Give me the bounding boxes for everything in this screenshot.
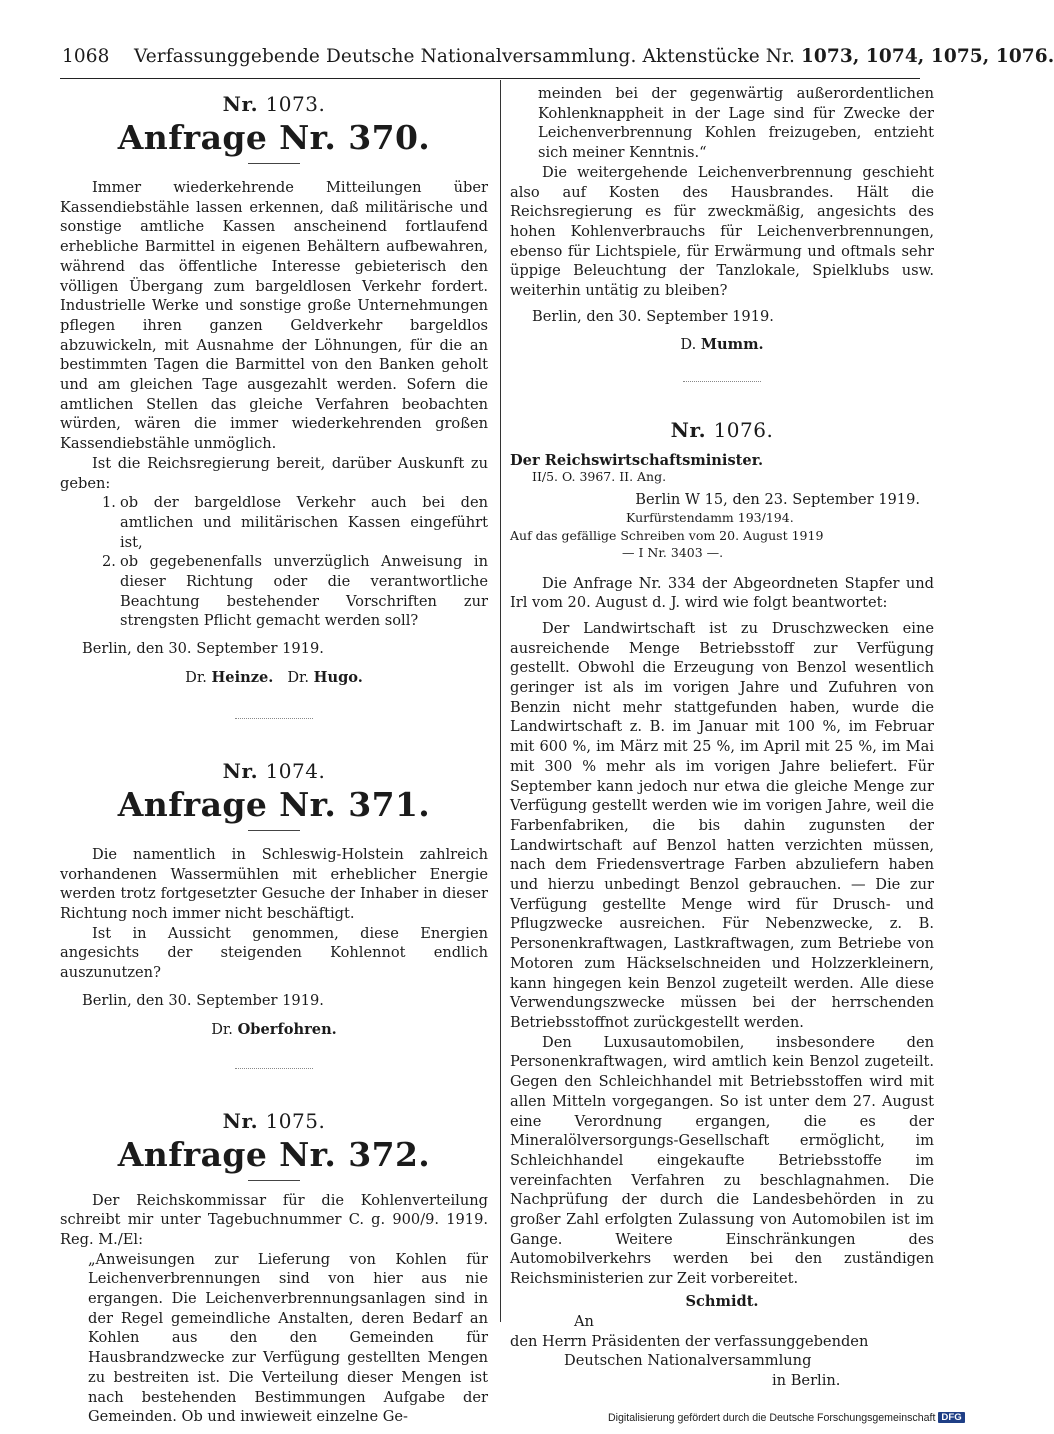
header-rule [60,78,920,79]
document-number [60,759,488,783]
signer-name: Schmidt. [685,1292,759,1310]
signatures [510,336,934,353]
running-title [134,46,1054,67]
nr-label: Nr. [670,418,707,443]
heading-rule [248,1180,300,1181]
dateline: Berlin, den 30. September 1919. [532,307,774,325]
footer [608,1412,988,1424]
footer-text: Digitalisierung gefördert durch die Deutsche Forschungsgemeinschaft [608,1412,936,1424]
heading-rule [248,163,300,164]
document-1076 [510,418,934,1390]
addressee-line: in Berlin. [772,1371,841,1389]
question-list [60,493,488,631]
signatures [510,1293,934,1310]
addressee-an: An [574,1312,594,1330]
list-number: 1. [102,494,116,512]
signer-title: Dr. [287,668,310,686]
addressee-line: den Herrn Präsidenten der verfassunggebenden [510,1332,869,1350]
anfrage-heading: Anfrage Nr. 372. [117,1134,431,1174]
page-header [62,44,1054,74]
nr-label: Nr. [222,1108,259,1133]
signatures [60,669,488,686]
signer-name: Hugo. [313,668,363,686]
heading-rule [248,830,300,831]
body-paragraph: Ist die Reichsregierung bereit, darüber Auskunft zu geben: [60,454,488,492]
list-text: ob der bargeldlose Verkehr auch bei den amtlichen und militärischen Kassen eingeführt ist, [120,494,488,551]
signer-name: Mumm. [700,336,764,354]
nr-label: Nr. [222,92,259,116]
document-number [60,1109,488,1133]
column-divider [500,80,501,1322]
signer-title: Dr. [185,668,207,686]
signatures [60,1021,488,1038]
dateline: Berlin, den 30. September 1919. [82,991,324,1009]
section-separator [235,1068,313,1069]
office-address: Kurfürstendamm 193/194. [626,509,794,525]
quoted-letter: „Anweisungen zur Lieferung von Kohlen für Leichenverbrennungen sind von hier aus nie ergangen. Die Leichenverbrennungsanlagen sind in der Regel gemeindliche Anstalten, deren Bedarf an Kohlen aus den den Gemeinden für Hausbrandzwecke zur Verfügung gestellten Mengen zu bestreiten ist. Die Verteilung dieser Mengen ist nach bestehenden Bestimmungen Aufgabe der Gemeinden. Ob und inwieweit einzelne Ge- [88,1250,488,1426]
running-title-text: Verfassunggebende Deutsche Nationalversammlung. Aktenstücke Nr. [134,46,795,67]
body-paragraph: Ist in Aussicht genommen, diese Energien angesichts der steigenden Kohlennot endlich auszunutzen? [60,924,488,982]
signer-name: Heinze. [211,668,274,686]
document-1075 [60,1109,488,1427]
section-separator [235,718,313,719]
section-separator [683,381,761,382]
body-paragraph: Die namentlich in Schleswig-Holstein zahlreich vorhandenen Wassermühlen mit erheblicher Energie werden trotz fortgesetzter Gesuche der Inhaber in dieser Richtung noch immer nicht beschäftigt. [60,845,488,922]
body-paragraph: Der Landwirtschaft ist zu Druschzwecken eine ausreichende Menge Betriebsstoff zur Verfügung gestellt. Obwohl die Erzeugung von Benzol wesentlich geringer ist als im vorigen Jahre und Zufuhren von Benzin nicht mehr stattgefunden haben, wurde die Landwirtschaft z. B. im Januar mit 100 %, im Februar mit 600 %, im März mit 25 %, im April mit 25 %, im Mai mit 300 % mehr als im vorigen Jahre beliefert. Für September kann jedoch nur etwa die gleiche Menge zur Verfügung gestellt werden wie im vorigen Jahre, weil die Farbenfabriken, die bis dahin zugunsten der Landwirtschaft auf Benzol hatten verzichten müssen, nach dem Friedensvertrage Farben abzuliefern haben und hierzu unbedingt Benzol gebrauchen. — Die zur Verfügung gestellte Menge wird für Drusch- und Pflugzwecke ausreichen. Für Nebenzwecke, z. B. Personenkraftwagen, Lastkraftwagen, zum Betriebe von Motoren zum Häckselschneiden und Holzzerkleinern, kann hingegen kein Benzol zugeteilt werden. Alle diese Verwendungszwecke müssen bei der herrschenden Betriebsstoffnot zurückgestellt werden. [510,619,934,1031]
signer-title: Dr. [211,1020,233,1038]
nr-value: 1073. [265,92,326,116]
nr-value: 1074. [265,758,326,783]
body-paragraph: Die weitergehende Leichenverbrennung geschieht also auf Kosten des Hausbrandes. Hält die Reichsregierung es für zweckmäßig, angesichts des hohen Kohlenverbrauchs für Leichenverbrennungen, ebenso für Lichtspiele, für Erwärmung und oftmals sehr üppige Beleuchtung der Tanzlokale, Spielklubs usw. weiterhin untätig zu bleiben? [510,163,934,300]
list-number: 2. [102,553,116,571]
body-paragraph: Der Reichskommissar für die Kohlenverteilung schreibt mir unter Tagebuchnummer C. g. 900/9. 1919. Reg. M./El: [60,1191,488,1248]
quoted-letter-continued: meinden bei der gegenwärtig außerordentlichen Kohlenknappheit in der Lage sind für Zwecke der Leichenverbrennung Kohlen freizugeben, entzieht sich meiner Kenntnis.“ [538,85,934,162]
list-item [60,552,488,631]
signer-name: Oberfohren. [237,1020,337,1038]
dfg-logo: DFG [938,1412,964,1423]
list-text: ob gegebenenfalls unverzüglich Anweisung in dieser Richtung oder die verantwortliche Beachtung bestehender Vorschriften zur strengsten Pflicht gemacht werden soll? [120,553,488,630]
body-paragraph: Den Luxusautomobilen, insbesondere den Personenkraftwagen, wird amtlich kein Benzol zugeteilt. Gegen den Schleichhandel mit Betriebsstoffen wird mit allen Mitteln vorgegangen. So ist unter dem 27. August eine Verordnung ergangen, die es der Mineralölversorgungs-Gesellschaft ermöglicht, im Schleichhandel eingekaufte Betriebsstoffe im vereinfachten Verfahren zu beschlagnahmen. Die Nachprüfung der durch die Landesbehörden in zu großer Zahl erfolgten Zulassung von Automobilen ist im Gange. Weitere Einschränkungen des Automobilverkehrs werden bei den zuständigen Reichsministerien zur Zeit vorbereitet. [510,1033,934,1288]
place-and-date: Berlin W 15, den 23. September 1919. [635,491,920,509]
regarding-reference: — I Nr. 3403 —. [622,544,724,560]
addressee-line: Deutschen Nationalversammlung [564,1352,812,1370]
nr-value: 1076. [713,418,774,443]
list-item [60,493,488,552]
anfrage-heading: Anfrage Nr. 371. [117,784,431,824]
dateline: Berlin, den 30. September 1919. [82,640,324,658]
document-1075-continued [510,84,934,353]
right-column [510,84,934,1391]
left-column [60,84,488,1427]
document-number [510,418,934,442]
anfrage-heading: Anfrage Nr. 370. [117,118,431,157]
signer-title: D. [680,336,697,354]
page-number: 1068 [62,46,110,67]
regarding-line: Auf das gefällige Schreiben vom 20. August 1919 [510,528,824,544]
document-number [60,92,488,116]
nr-label: Nr. [222,758,259,783]
file-reference: II/5. O. 3967. II. Ang. [532,469,667,485]
document-1074 [60,759,488,1038]
intro-paragraph: Die Anfrage Nr. 334 der Abgeordneten Stapfer und Irl vom 20. August d. J. wird wie folgt beantwortet: [510,574,934,612]
nr-value: 1075. [265,1108,326,1133]
running-title-numbers: 1073, 1074, 1075, 1076. [800,46,1054,67]
document-1073 [60,92,488,686]
body-paragraph: Immer wiederkehrende Mitteilungen über Kassendiebstähle lassen erkennen, daß militärische und sonstige amtliche Kassen anscheinend fortlaufend erhebliche Barmittel in eigenen Behältern aufbewahren, während das öffentliche Interesse gebieterisch den völligen Übergang zum bargeldlosen Verkehr fordert. Industrielle Werke und sonstige große Unternehmungen pflegen ihren ganzen Geldverkehr bargeldlos abzuwickeln, mit Ausnahme der Löhnungen, für die an bestimmten Tagen die Barmittel von den Banken geholt und am gleichen Tage ausgezahlt werden. Sofern die amtlichen Stellen das gleiche Verfahren beobachten würden, wären die immer wiederkehrenden großen Kassendiebstähle unmöglich. [60,179,488,453]
sender: Der Reichswirtschaftsminister. [510,452,764,470]
